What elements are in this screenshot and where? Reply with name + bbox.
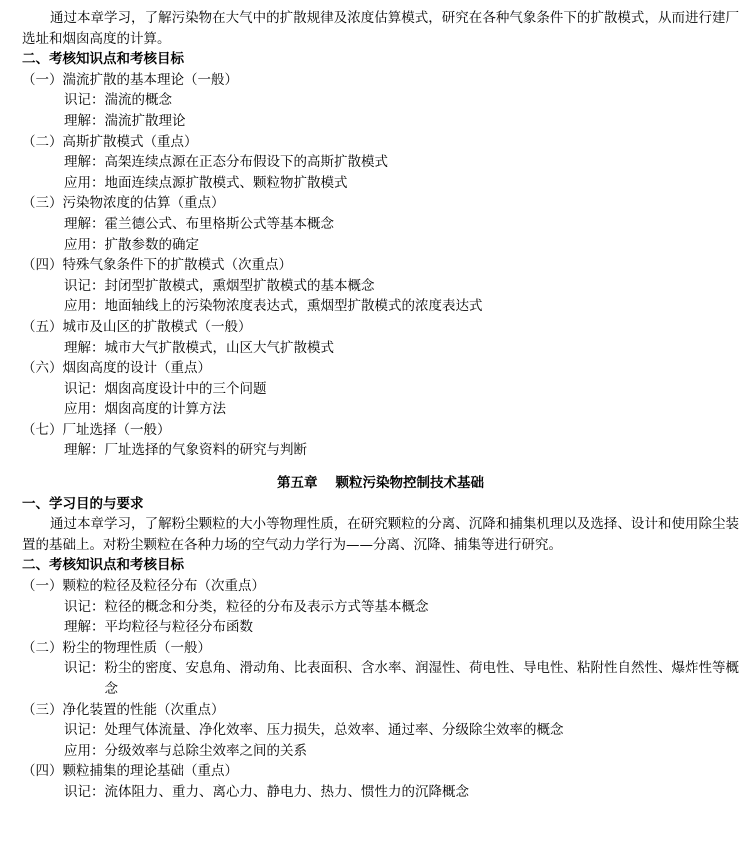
- section-title: （四）特殊气象条件下的扩散模式（次重点）: [22, 257, 292, 274]
- ch5-heading-goals: 一、学习目的与要求: [22, 495, 144, 512]
- item-text: 分级效率与总除尘效率之间的关系: [104, 742, 307, 759]
- section-item: [22, 720, 739, 741]
- section-item: [22, 617, 739, 638]
- ch4-intro: 通过本章学习，了解污染物在大气中的扩散规律及浓度估算模式，研究在各种气象条件下的扩散模式，从而进行建厂选址和烟囱高度的计算。: [22, 10, 739, 47]
- item-kind: 识记：: [64, 722, 105, 739]
- section-item: 应用：烟囱高度的计算方法: [64, 401, 226, 418]
- section-item: 理解：高架连续点源在正态分布假设下的高斯扩散模式: [64, 154, 388, 171]
- item-kind: 识记：: [64, 598, 105, 615]
- section-item: 识记：烟囱高度设计中的三个问题: [64, 380, 267, 397]
- section-title: （五）城市及山区的扩散模式（一般）: [22, 318, 252, 335]
- ch4-sections: [22, 70, 739, 461]
- item-text: 粉尘的密度、安息角、滑动角、比表面积、含水率、润湿性、荷电性、导电性、粘附性自然性、爆炸性等概念: [104, 660, 739, 697]
- section-title: （七）厂址选择（一般）: [22, 421, 171, 438]
- section-item: 理解：湍流扩散理论: [64, 112, 186, 129]
- section-title: （四）颗粒捕集的理论基础（重点）: [22, 763, 238, 780]
- section-item: 识记：封闭型扩散模式，熏烟型扩散模式的基本概念: [64, 277, 375, 294]
- section-item: 识记：湍流的概念: [64, 92, 172, 109]
- ch5-heading-objectives: 二、考核知识点和考核目标: [22, 557, 184, 574]
- section-item: 应用：地面连续点源扩散模式、颗粒物扩散模式: [64, 174, 348, 191]
- chapter-number: 第五章: [277, 475, 318, 492]
- section-item: 理解：厂址选择的气象资料的研究与判断: [64, 442, 307, 459]
- section-title: （一）湍流扩散的基本理论（一般）: [22, 71, 238, 88]
- section-item: [22, 782, 739, 803]
- item-text: 粒径的概念和分类，粒径的分布及表示方式等基本概念: [104, 598, 429, 615]
- section-item: 应用：地面轴线上的污染物浓度表达式，熏烟型扩散模式的浓度表达式: [64, 298, 483, 315]
- section-item: [22, 658, 739, 699]
- item-kind: 理解：: [64, 619, 105, 636]
- item-text: 处理气体流量、净化效率、压力损失，总效率、通过率、分级除尘效率的概念: [104, 722, 564, 739]
- item-kind: 应用：: [64, 742, 105, 759]
- ch5-sections: [22, 576, 739, 803]
- chapter-title: [22, 473, 739, 494]
- section-item: [22, 597, 739, 618]
- ch5-intro: 通过本章学习，了解粉尘颗粒的大小等物理性质，在研究颗粒的分离、沉降和捕集机理以及选择、设计和使用除尘装置的基础上。对粉尘颗粒在各种力场的空气动力学行为——分离、沉降、捕集等进行研究。: [22, 516, 739, 553]
- section-title: （二）高斯扩散模式（重点）: [22, 133, 198, 150]
- section-item: [22, 741, 739, 762]
- section-item: 应用：扩散参数的确定: [64, 236, 199, 253]
- section-item: 理解：城市大气扩散模式，山区大气扩散模式: [64, 339, 334, 356]
- ch4-heading-objectives: 二、考核知识点和考核目标: [22, 51, 184, 68]
- section-title: （二）粉尘的物理性质（一般）: [22, 639, 211, 656]
- item-text: 平均粒径与粒径分布函数: [104, 619, 253, 636]
- item-text: 流体阻力、重力、离心力、静电力、热力、惯性力的沉降概念: [104, 783, 469, 800]
- section-title: （六）烟囱高度的设计（重点）: [22, 360, 211, 377]
- section-item: 理解：霍兰德公式、布里格斯公式等基本概念: [64, 215, 334, 232]
- section-title: （三）污染物浓度的估算（重点）: [22, 195, 225, 212]
- item-kind: 识记：: [64, 660, 105, 677]
- section-title: （三）净化装置的性能（次重点）: [22, 701, 225, 718]
- item-kind: 识记：: [64, 783, 105, 800]
- section-title: （一）颗粒的粒径及粒径分布（次重点）: [22, 578, 265, 595]
- chapter-name: 颗粒污染物控制技术基础: [335, 475, 484, 492]
